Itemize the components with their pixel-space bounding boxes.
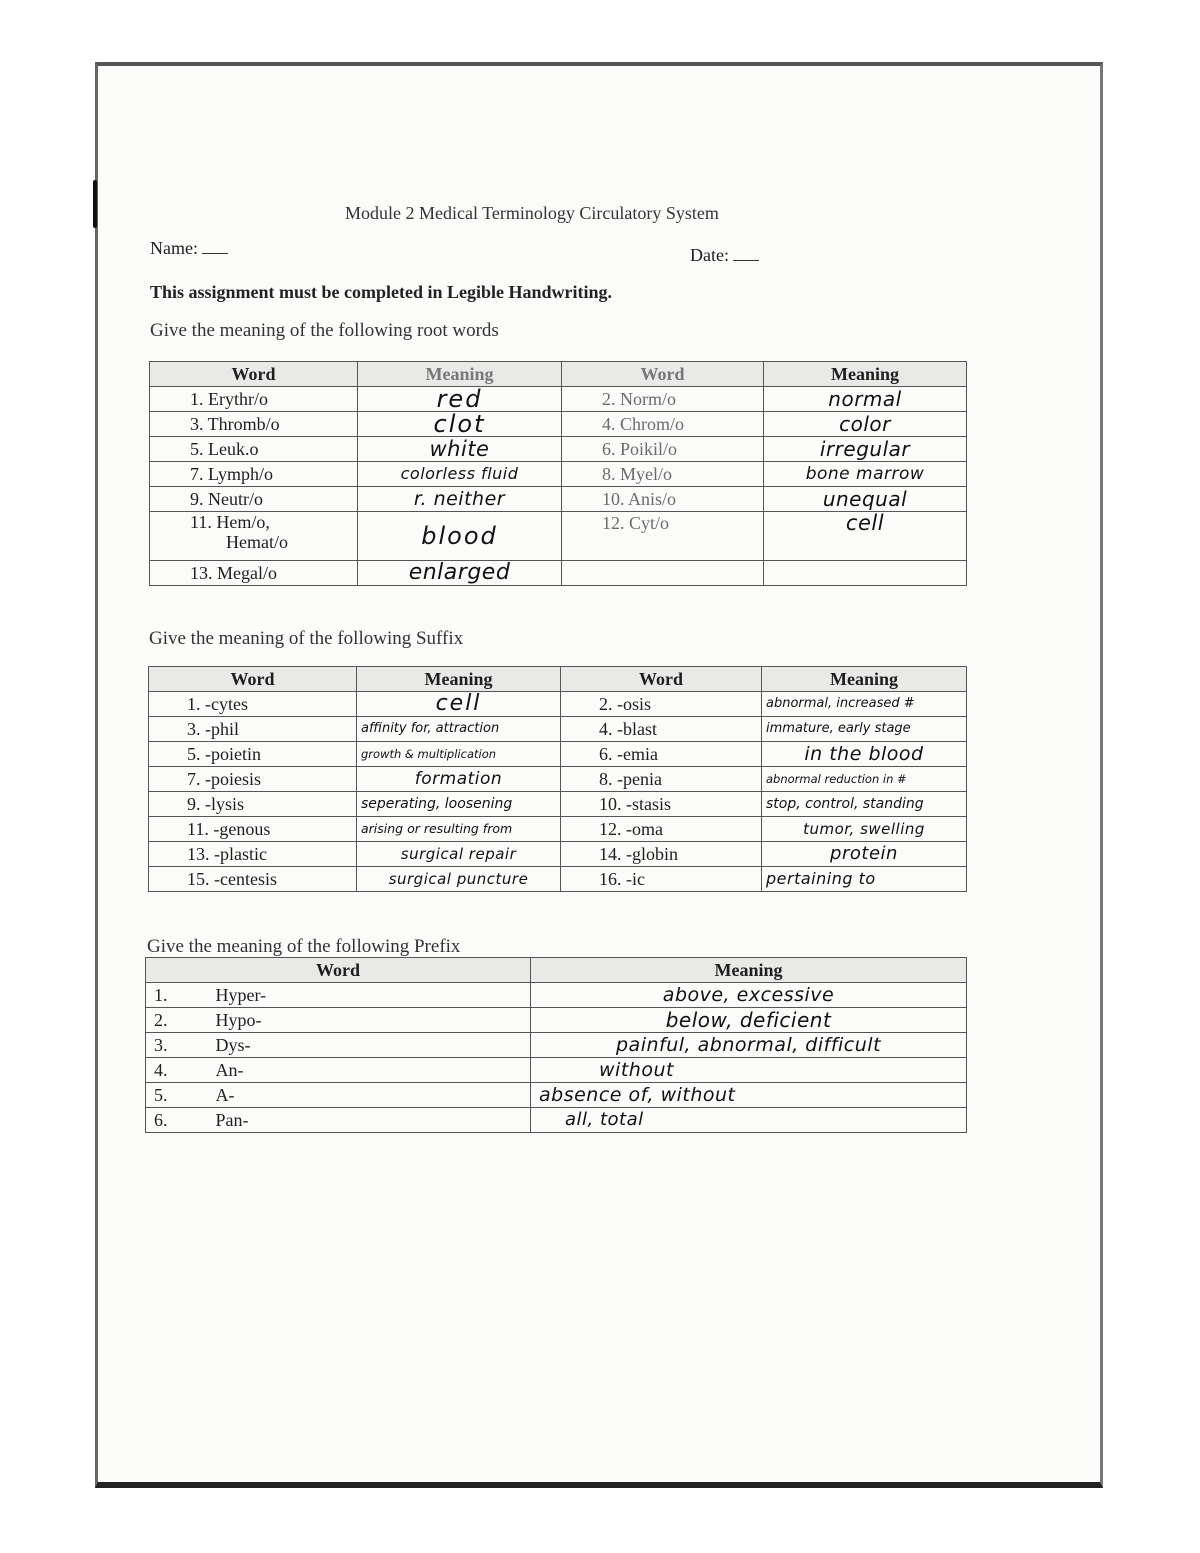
meaning-cell: cell — [764, 512, 967, 561]
word-cell: Dys- — [216, 1033, 531, 1058]
table-header-row — [150, 362, 967, 387]
meaning-cell: without — [531, 1058, 967, 1083]
table-header-row — [146, 958, 967, 983]
meaning-cell: below, deficient — [531, 1008, 967, 1033]
meaning-cell: color — [764, 412, 967, 437]
meaning-cell: seperating, loosening — [357, 792, 561, 817]
word-cell: 5. -poietin — [149, 742, 357, 767]
column-header: Meaning — [764, 362, 967, 387]
meaning-cell: unequal — [764, 487, 967, 512]
table-row — [146, 1108, 967, 1133]
table-row — [146, 983, 967, 1008]
meaning-cell: arising or resulting from — [357, 817, 561, 842]
word-cell: 6. -emia — [561, 742, 762, 767]
column-header: Word — [149, 667, 357, 692]
meaning-cell: painful, abnormal, difficult — [531, 1033, 967, 1058]
word-cell: 7. Lymph/o — [150, 462, 358, 487]
table-row — [146, 1083, 967, 1108]
word-cell: 4. Chrom/o — [562, 412, 764, 437]
number-cell: 5. — [146, 1083, 216, 1108]
meaning-cell: immature, early stage — [762, 717, 967, 742]
table-row — [150, 412, 967, 437]
number-cell: 2. — [146, 1008, 216, 1033]
meaning-cell: abnormal, increased # — [762, 692, 967, 717]
table-row — [146, 1033, 967, 1058]
suffix-heading: Give the meaning of the following Suffix — [149, 628, 464, 649]
word-cell: 8. -penia — [561, 767, 762, 792]
column-header: Meaning — [357, 667, 561, 692]
meaning-cell: normal — [764, 387, 967, 412]
meaning-cell: surgical repair — [357, 842, 561, 867]
meaning-cell: formation — [357, 767, 561, 792]
word-cell: 2. Norm/o — [562, 387, 764, 412]
table-row — [149, 842, 967, 867]
meaning-cell: abnormal reduction in # — [762, 767, 967, 792]
word-cell: 15. -centesis — [149, 867, 357, 892]
table-row — [149, 817, 967, 842]
word-cell: 12. Cyt/o — [562, 512, 764, 561]
table-row — [150, 561, 967, 586]
table-header-row — [149, 667, 967, 692]
prefix-table — [145, 957, 967, 1133]
word-cell: 9. Neutr/o — [150, 487, 358, 512]
word-cell: 13. Megal/o — [150, 561, 358, 586]
number-cell: 1. — [146, 983, 216, 1008]
word-cell: 7. -poiesis — [149, 767, 357, 792]
date-field — [690, 245, 759, 266]
word-cell: 14. -globin — [561, 842, 762, 867]
meaning-cell: bone marrow — [764, 462, 967, 487]
word-cell — [562, 561, 764, 586]
word-cell: Hyper- — [216, 983, 531, 1008]
page-edge-mark — [93, 180, 97, 228]
meaning-cell: cell — [357, 692, 561, 717]
name-label: Name: — [150, 238, 198, 258]
meaning-cell: protein — [762, 842, 967, 867]
word-cell: 6. Poikil/o — [562, 437, 764, 462]
word-cell — [150, 512, 358, 561]
table-row — [149, 792, 967, 817]
meaning-cell: blood — [358, 512, 562, 561]
word-cell: Hypo- — [216, 1008, 531, 1033]
word-cell: 13. -plastic — [149, 842, 357, 867]
word-cell: 2. -osis — [561, 692, 762, 717]
table-row — [150, 387, 967, 412]
root-words-heading: Give the meaning of the following root words — [150, 320, 499, 341]
word-cell: An- — [216, 1058, 531, 1083]
table-row — [149, 742, 967, 767]
meaning-cell: above, excessive — [531, 983, 967, 1008]
meaning-cell — [764, 561, 967, 586]
number-cell: 4. — [146, 1058, 216, 1083]
meaning-cell: tumor, swelling — [762, 817, 967, 842]
meaning-cell: colorless fluid — [358, 462, 562, 487]
number-cell: 3. — [146, 1033, 216, 1058]
word-text-continued: Hemat/o — [226, 532, 288, 552]
date-blank — [733, 246, 759, 261]
word-cell: 11. -genous — [149, 817, 357, 842]
column-header: Meaning — [762, 667, 967, 692]
meaning-cell: in the blood — [762, 742, 967, 767]
column-header: Word — [146, 958, 531, 983]
prefix-heading: Give the meaning of the following Prefix — [147, 936, 461, 957]
word-cell: 1. Erythr/o — [150, 387, 358, 412]
meaning-cell: r. neither — [358, 487, 562, 512]
word-cell: 10. -stasis — [561, 792, 762, 817]
table-row — [150, 512, 967, 561]
table-row — [146, 1008, 967, 1033]
table-row — [149, 717, 967, 742]
word-cell: 16. -ic — [561, 867, 762, 892]
word-cell: 12. -oma — [561, 817, 762, 842]
word-cell: 1. -cytes — [149, 692, 357, 717]
suffix-table — [148, 666, 967, 892]
column-header: Meaning — [531, 958, 967, 983]
word-cell: 5. Leuk.o — [150, 437, 358, 462]
meaning-cell: absence of, without — [531, 1083, 967, 1108]
name-field — [150, 238, 228, 259]
table-row — [149, 767, 967, 792]
meaning-cell: irregular — [764, 437, 967, 462]
table-row — [150, 462, 967, 487]
meaning-cell: affinity for, attraction — [357, 717, 561, 742]
number-cell: 6. — [146, 1108, 216, 1133]
column-header: Word — [561, 667, 762, 692]
word-cell: A- — [216, 1083, 531, 1108]
table-row — [149, 692, 967, 717]
meaning-cell: red — [358, 387, 562, 412]
date-label: Date: — [690, 245, 729, 265]
name-blank — [202, 239, 228, 254]
word-cell: 10. Anis/o — [562, 487, 764, 512]
instruction-text: This assignment must be completed in Legible Handwriting. — [150, 282, 613, 302]
column-header: Word — [150, 362, 358, 387]
background — [0, 0, 1200, 62]
root-words-table — [149, 361, 967, 586]
meaning-cell: all, total — [531, 1108, 967, 1133]
meaning-cell: growth & multiplication — [357, 742, 561, 767]
word-cell: 9. -lysis — [149, 792, 357, 817]
table-row — [150, 437, 967, 462]
meaning-cell: clot — [358, 412, 562, 437]
column-header: Word — [562, 362, 764, 387]
column-header: Meaning — [358, 362, 562, 387]
word-text: 11. Hem/o, — [190, 512, 270, 532]
meaning-cell: pertaining to — [762, 867, 967, 892]
worksheet-title: Module 2 Medical Terminology Circulatory System — [345, 203, 719, 223]
table-row — [149, 867, 967, 892]
meaning-cell: enlarged — [358, 561, 562, 586]
meaning-cell: white — [358, 437, 562, 462]
table-row — [150, 487, 967, 512]
word-cell: 8. Myel/o — [562, 462, 764, 487]
word-cell: 3. Thromb/o — [150, 412, 358, 437]
meaning-cell: surgical puncture — [357, 867, 561, 892]
meaning-cell: stop, control, standing — [762, 792, 967, 817]
word-cell: 3. -phil — [149, 717, 357, 742]
word-cell: Pan- — [216, 1108, 531, 1133]
word-cell: 4. -blast — [561, 717, 762, 742]
table-row — [146, 1058, 967, 1083]
